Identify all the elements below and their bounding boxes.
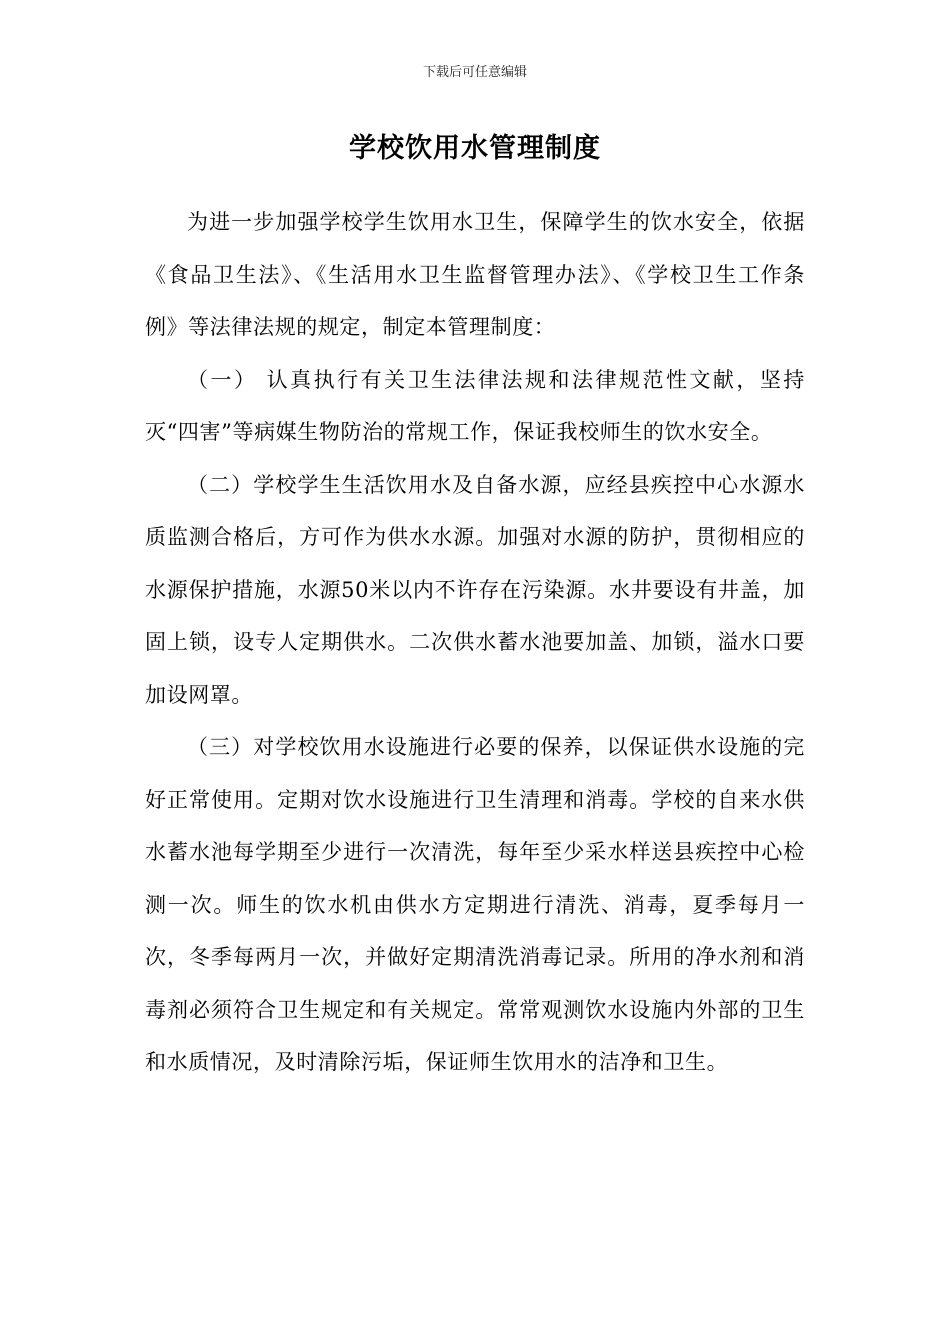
header-note: 下载后可任意编辑 bbox=[422, 65, 527, 80]
paragraph-intro: 为进一步加强学校学生饮用水卫生，保障学生的饮水安全，依据《食品卫生法》、《生活用水卫生监督管理办法》、《学校卫生工作条例》等法律法规的规定，制定本管理制度： bbox=[145, 210, 805, 339]
paragraph-item-2: （二）学校学生生活饮用水及自备水源，应经县疾控中心水源水质监测合格后，方可作为供水水源。加强对水源的防护，贯彻相应的水源保护措施，水源50米以内不许存在污染源。水井要设有井盖，加固上锁，设专人定期供水。二次供水蓄水池要加盖、加锁，溢水口要加设网罩。 bbox=[145, 472, 805, 707]
document-title: 学校饮用水管理制度 bbox=[349, 133, 601, 164]
document-body bbox=[145, 196, 805, 1089]
paragraph-item-1: （一） 认真执行有关卫生法律法规和法律规范性文献，坚持灭“四害”等病媒生物防治的常规工作，保证我校师生的饮水安全。 bbox=[145, 367, 805, 444]
paragraph-item-3: （三）对学校饮用水设施进行必要的保养，以保证供水设施的完好正常使用。定期对饮水设施进行卫生清理和消毒。学校的自来水供水蓄水池每学期至少进行一次清洗，每年至少采水样送县疾控中心检测一次。师生的饮水机由供水方定期进行清洗、消毒，夏季每月一次，冬季每两月一次，并做好定期清洗消毒记录。所用的净水剂和消毒剂必须符合卫生规定和有关规定。常常观测饮水设施内外部的卫生和水质情况，及时清除污垢，保证师生饮用水的洁净和卫生。 bbox=[145, 735, 805, 1074]
